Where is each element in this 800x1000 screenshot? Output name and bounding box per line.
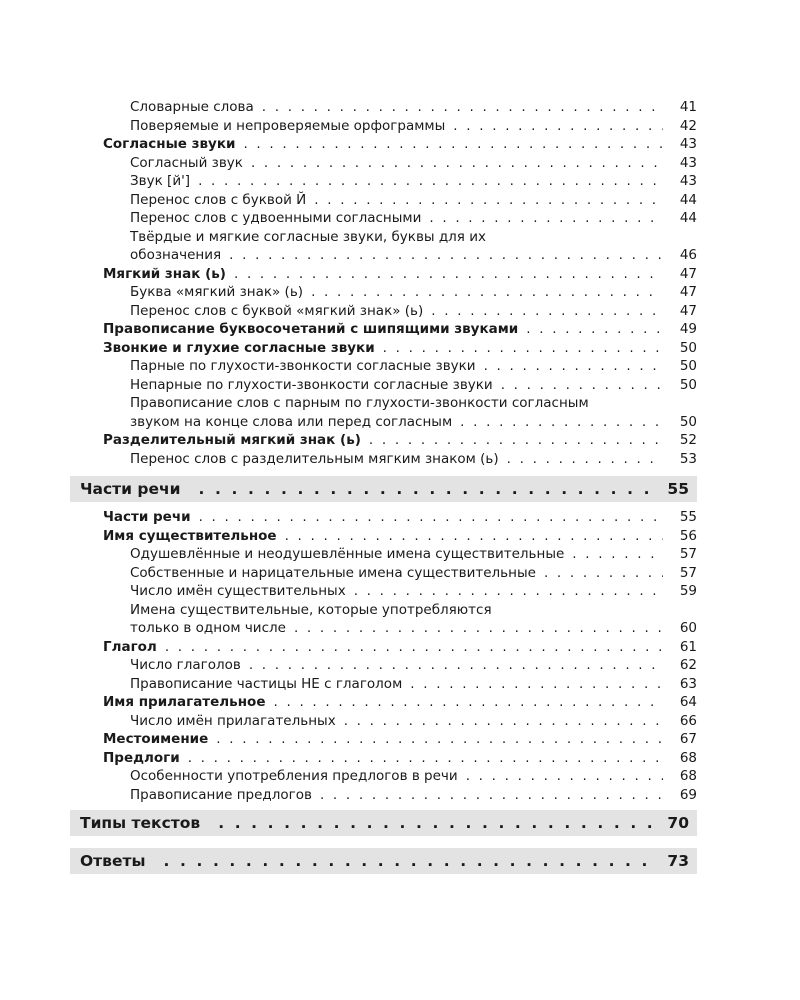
toc-entry-title: Одушевлённые и неодушевлённые имена существительные <box>130 546 565 562</box>
toc-entry-title: Число имён существительных <box>130 583 346 599</box>
toc-entry-page: 52 <box>679 432 697 448</box>
toc-entry-title: Число имён прилагательных <box>130 712 336 729</box>
toc-entry-page: 43 <box>679 173 697 189</box>
toc-entry-page: 42 <box>679 117 697 134</box>
dot-leader <box>163 852 655 870</box>
toc-entry-title: Глагол <box>103 638 157 655</box>
dot-leader <box>410 675 663 694</box>
toc-subsection[interactable] <box>70 135 697 154</box>
toc-entry-title: Твёрдые и мягкие согласные звуки, буквы для их <box>130 228 486 245</box>
toc-entry-page: 41 <box>679 99 697 115</box>
toc-subsection[interactable] <box>70 508 697 527</box>
toc-entry[interactable] <box>70 656 697 675</box>
toc-section-title: Ответы <box>80 852 146 870</box>
dot-leader <box>294 619 663 638</box>
dot-leader <box>243 135 663 154</box>
toc-entry[interactable] <box>70 545 697 564</box>
toc-entry-title: Парные по глухости-звонкости согласные звуки <box>130 358 476 374</box>
toc-entry-page: 68 <box>679 749 697 766</box>
toc-entry-page: 44 <box>679 191 697 208</box>
dot-leader <box>429 209 663 228</box>
toc-section-page: 70 <box>667 814 689 832</box>
toc-entry-title-continued: только в одном числе <box>130 620 286 636</box>
toc-entry-title: Согласный звук <box>130 154 243 171</box>
toc-entry-page: 43 <box>679 154 697 171</box>
toc-subsection[interactable] <box>70 749 697 768</box>
toc-subsection[interactable] <box>70 431 697 450</box>
toc-entry-title: Имена существительные, которые употребляются <box>130 601 492 618</box>
toc-entry-title: Собственные и нарицательные имена существительные <box>130 564 536 581</box>
toc-section-text-types[interactable] <box>70 810 697 836</box>
toc-entry[interactable] <box>70 786 697 805</box>
toc-entry-page: 47 <box>679 302 697 319</box>
table-of-contents <box>70 98 697 874</box>
toc-entry-page: 66 <box>679 712 697 729</box>
dot-leader <box>199 508 663 527</box>
dot-leader <box>453 117 663 136</box>
toc-entry-title: Правописание частицы НЕ с глаголом <box>130 675 403 692</box>
dot-leader <box>234 265 663 284</box>
toc-entry-title: Предлоги <box>103 749 180 766</box>
dot-leader <box>466 767 663 786</box>
dot-leader <box>344 712 663 731</box>
toc-entry[interactable] <box>70 394 697 431</box>
toc-entry-page: 50 <box>679 376 697 393</box>
toc-subsection[interactable] <box>70 527 697 546</box>
toc-entry[interactable] <box>70 601 697 638</box>
toc-entry-title: Имя прилагательное <box>103 694 266 710</box>
toc-entry-title: Перенос слов с буквой Й <box>130 191 307 208</box>
toc-entry-title: Звонкие и глухие согласные звуки <box>103 339 375 356</box>
dot-leader <box>383 339 663 358</box>
dot-leader <box>198 172 663 191</box>
dot-leader <box>572 545 663 564</box>
toc-entry[interactable] <box>70 564 697 583</box>
toc-entry-page: 62 <box>679 657 697 673</box>
toc-entry-page: 50 <box>679 358 697 374</box>
toc-entry-page: 47 <box>679 265 697 282</box>
toc-entry-title: Буква «мягкий знак» (ь) <box>130 284 304 300</box>
toc-entry-title: Правописание предлогов <box>130 786 312 803</box>
toc-subsection[interactable] <box>70 339 697 358</box>
toc-entry-title: Перенос слов с разделительным мягким знаком (ь) <box>130 450 499 467</box>
dot-leader <box>249 656 663 675</box>
toc-entry-title: Словарные слова <box>130 99 254 115</box>
toc-entry[interactable] <box>70 117 697 136</box>
toc-entry-title: Перенос слов с буквой «мягкий знак» (ь) <box>130 302 424 319</box>
toc-entry-title: Поверяемые и непроверяемые орфограммы <box>130 117 446 134</box>
toc-entry-title: Мягкий знак (ь) <box>103 265 226 282</box>
toc-entry[interactable] <box>70 283 697 302</box>
dot-leader <box>229 246 663 265</box>
toc-entry-page: 60 <box>679 620 697 636</box>
toc-section-title: Типы текстов <box>80 814 201 832</box>
toc-entry-page: 46 <box>679 247 697 263</box>
toc-subsection[interactable] <box>70 638 697 657</box>
dot-leader <box>354 582 663 601</box>
dot-leader <box>484 357 663 376</box>
toc-entry-page: 44 <box>679 210 697 226</box>
toc-entry-page: 64 <box>679 694 697 710</box>
dot-leader <box>251 154 663 173</box>
dot-leader <box>218 814 655 832</box>
dot-leader <box>507 450 663 469</box>
toc-entry-title: Перенос слов с удвоенными согласными <box>130 210 422 226</box>
toc-entry-page: 50 <box>679 339 697 356</box>
dot-leader <box>314 191 663 210</box>
toc-entry-title: Правописание слов с парным по глухости-звонкости согласным <box>130 395 589 411</box>
toc-subsection[interactable] <box>70 265 697 284</box>
toc-entry-page: 69 <box>679 786 697 803</box>
dot-leader <box>431 302 663 321</box>
dot-leader <box>165 638 663 657</box>
dot-leader <box>188 749 663 768</box>
dot-leader <box>526 320 663 339</box>
toc-section-page: 55 <box>667 480 689 498</box>
toc-entry[interactable] <box>70 582 697 601</box>
toc-entry-page: 57 <box>679 564 697 581</box>
dot-leader <box>460 413 663 432</box>
toc-entry-page: 53 <box>679 450 697 467</box>
toc-entry-title: Звук [й'] <box>130 173 191 189</box>
toc-section-page: 73 <box>667 852 689 870</box>
toc-entry-title: Имя существительное <box>103 527 277 544</box>
toc-section-answers[interactable] <box>70 848 697 874</box>
toc-entry-page: 56 <box>679 527 697 544</box>
toc-entry[interactable] <box>70 172 697 191</box>
dot-leader <box>216 730 663 749</box>
toc-entry-page: 67 <box>679 731 697 747</box>
toc-list-parts <box>70 508 697 804</box>
toc-section-title: Части речи <box>80 480 181 498</box>
toc-entry[interactable] <box>70 228 697 265</box>
toc-entry-page: 49 <box>679 321 697 337</box>
dot-leader <box>199 480 655 498</box>
toc-entry-page: 55 <box>679 509 697 525</box>
toc-entry-title: Местоимение <box>103 731 209 747</box>
dot-leader <box>285 527 663 546</box>
toc-entry-title-continued: звуком на конце слова или перед согласным <box>130 413 453 430</box>
toc-entry-page: 68 <box>679 768 697 784</box>
toc-entry-title: Правописание буквосочетаний с шипящими звуками <box>103 321 519 337</box>
toc-entry-page: 59 <box>679 583 697 599</box>
toc-entry[interactable] <box>70 675 697 694</box>
toc-entry[interactable] <box>70 302 697 321</box>
toc-entry-title: Число глаголов <box>130 657 241 673</box>
toc-entry[interactable] <box>70 767 697 786</box>
toc-entry-title: Особенности употребления предлогов в речи <box>130 768 458 784</box>
dot-leader <box>262 98 663 117</box>
toc-subsection[interactable] <box>70 693 697 712</box>
dot-leader <box>544 564 663 583</box>
toc-entry-page: 47 <box>679 284 697 300</box>
toc-entry[interactable] <box>70 191 697 210</box>
toc-entry-page: 61 <box>679 638 697 655</box>
dot-leader <box>311 283 663 302</box>
toc-entry[interactable] <box>70 357 697 376</box>
toc-subsection[interactable] <box>70 320 697 339</box>
toc-entry[interactable] <box>70 98 697 117</box>
dot-leader <box>369 431 663 450</box>
toc-entry[interactable] <box>70 376 697 395</box>
toc-subsection[interactable] <box>70 730 697 749</box>
toc-entry[interactable] <box>70 450 697 469</box>
dot-leader <box>501 376 663 395</box>
toc-entry-page: 57 <box>679 546 697 562</box>
toc-section-parts-of-speech[interactable] <box>70 476 697 502</box>
dot-leader <box>320 786 663 805</box>
toc-entry-page: 43 <box>679 136 697 152</box>
dot-leader <box>273 693 663 712</box>
toc-entry-title: Согласные звуки <box>103 136 236 152</box>
toc-entry-page: 63 <box>679 675 697 692</box>
toc-list-top <box>70 98 697 468</box>
toc-entry-title: Разделительный мягкий знак (ь) <box>103 432 361 448</box>
toc-entry-title: Непарные по глухости-звонкости согласные звуки <box>130 376 493 393</box>
toc-entry[interactable] <box>70 712 697 731</box>
toc-entry[interactable] <box>70 209 697 228</box>
toc-entry-page: 50 <box>679 413 697 430</box>
toc-entry[interactable] <box>70 154 697 173</box>
toc-entry-title: Части речи <box>103 509 191 525</box>
toc-entry-title-continued: обозначения <box>130 247 222 263</box>
